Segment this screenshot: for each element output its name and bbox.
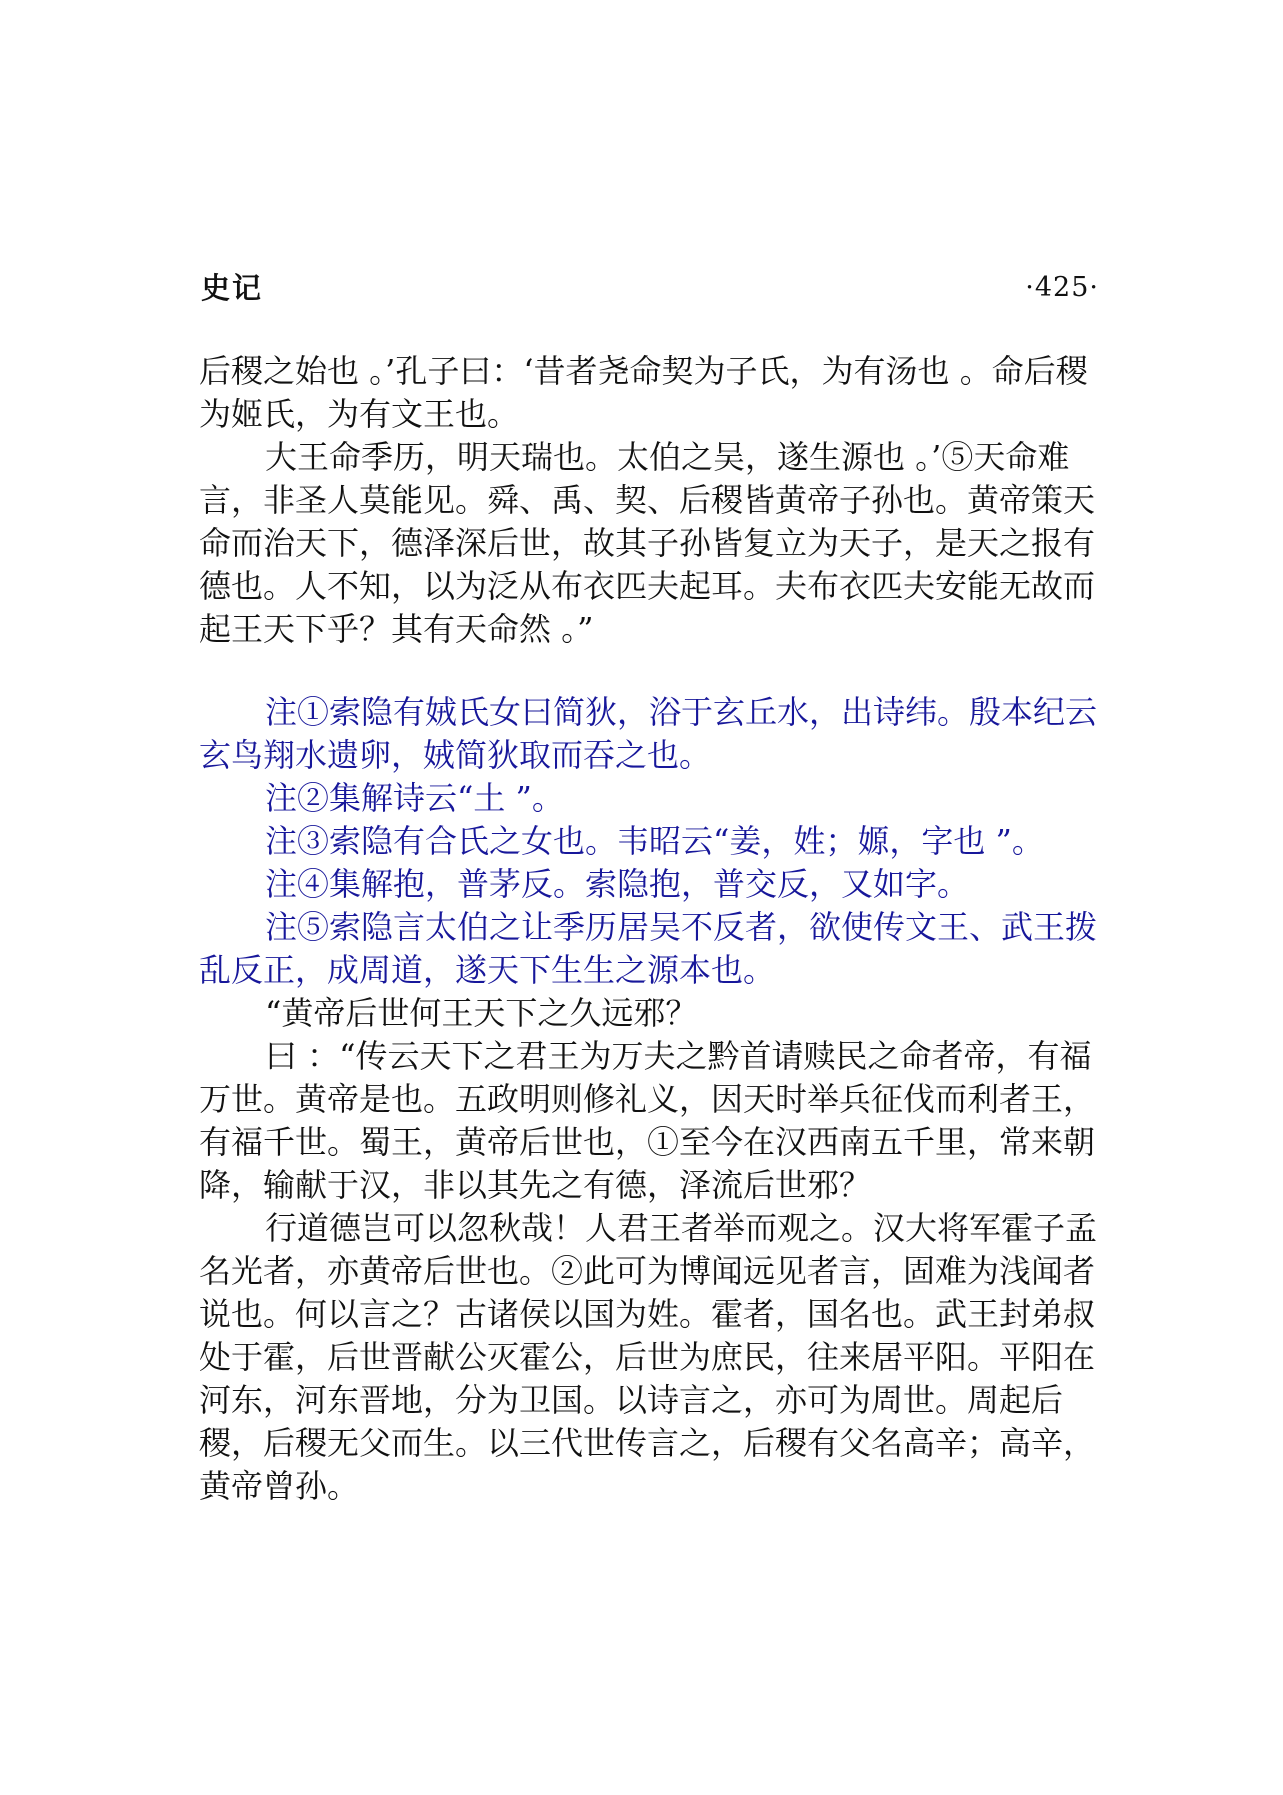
page-header: [201, 268, 1099, 308]
book-title: 史记: [201, 271, 264, 305]
spacer: [199, 651, 1111, 691]
page-number: ·425·: [1025, 272, 1099, 303]
footnote: 注④集解抱，普茅反。索隐抱，普交反，又如字。: [265, 865, 970, 903]
footnote: 注③索隐有合氏之女也。韦昭云“姜，姓；嫄，字也 ”。: [265, 822, 1044, 860]
footnote: 注⑤索隐言太伯之让季历居吴不反者，欲使传文王、武王拨乱反正，成周道，遂天下生生之源本也。: [199, 908, 1098, 989]
paragraph: 大王命季历，明天瑞也。太伯之吴，遂生源也 。’⑤天命难言，非圣人莫能见。舜、禹、契、后稷皆黄帝子孙也。黄帝策天命而治天下，德泽深后世，故其子孙皆复立为天子，是天之报有德也。人不知，以为泛从布衣匹夫起耳。夫布衣匹夫安能无故而起王天下乎？其有天命然 。”: [199, 438, 1096, 648]
footnote: 注②集解诗云“土 ”。: [265, 779, 564, 817]
body-text: [199, 350, 1111, 1508]
paragraph: 曰 ：“传云天下之君王为万夫之黔首请赎民之命者帝，有福万世。黄帝是也。五政明则修礼义，因天时举兵征伐而利者王，有福千世。蜀王，黄帝后世也，①至今在汉西南五千里，常来朝降，输献于汉，非以其先之有德，泽流后世邪？: [199, 1037, 1096, 1204]
paragraph: “黄帝后世何王天下之久远邪？: [265, 994, 698, 1032]
footnote: 注①索隐有娀氏女曰简狄，浴于玄丘水，出诗纬。殷本纪云玄鸟翔水遗卵，娀简狄取而吞之也。: [199, 693, 1098, 774]
paragraph: 后稷之始也 。’孔子曰：‘昔者尧命契为子氏，为有汤也 。命后稷为姬氏，为有文王也。: [199, 352, 1088, 433]
paragraph: 行道德岂可以忽秋哉！人君王者举而观之。汉大将军霍子孟名光者，亦黄帝后世也。②此可为博闻远见者言，固难为浅闻者说也。何以言之？古诸侯以国为姓。霍者，国名也。武王封弟叔处于霍，后世晋献公灭霍公，后世为庶民，往来居平阳。平阳在河东，河东晋地，分为卫国。以诗言之，亦可为周世。周起后稷，后稷无父而生。以三代世传言之，后稷有父名高辛；高辛，黄帝曾孙。: [199, 1209, 1098, 1505]
